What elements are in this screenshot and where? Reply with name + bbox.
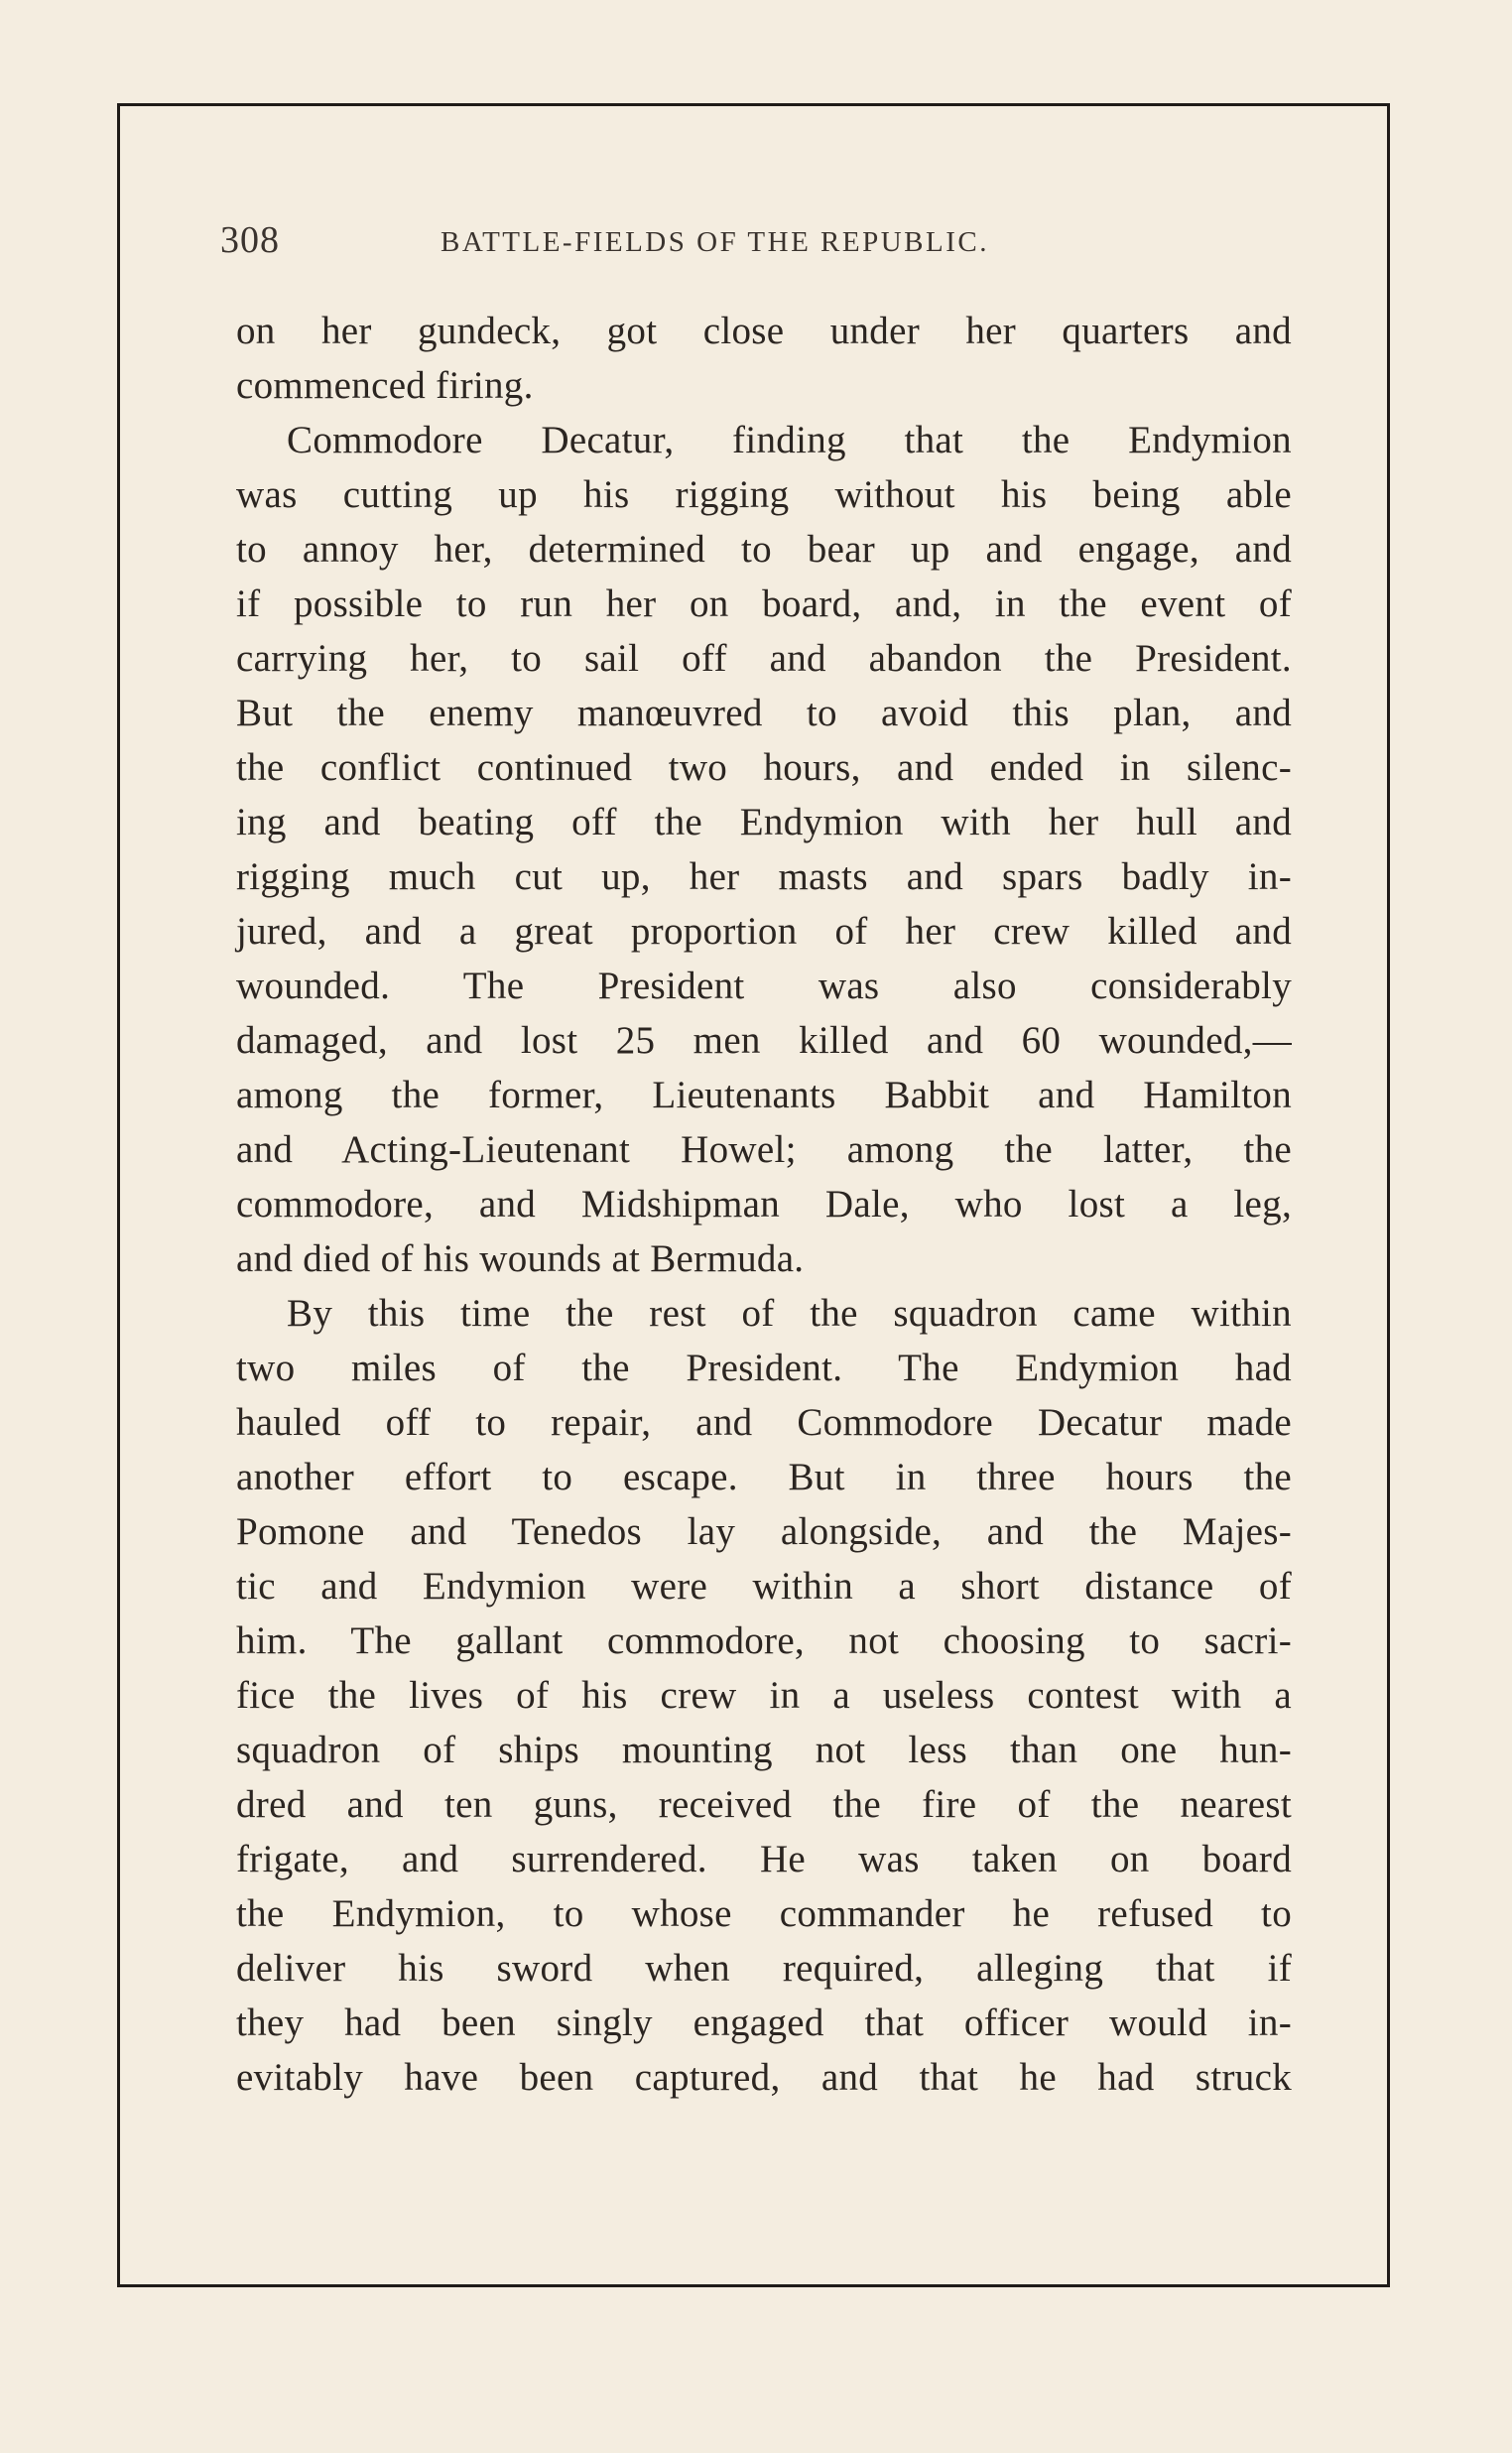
- text-line: deliver his sword when required, alleging that if: [236, 1947, 1292, 1990]
- text-line: But the enemy manœuvred to avoid this plan, and: [236, 692, 1292, 734]
- text-line: if possible to run her on board, and, in the event of: [236, 582, 1292, 625]
- text-line: damaged, and lost 25 men killed and 60 wounded,—: [236, 1019, 1292, 1062]
- page-number: 308: [220, 219, 280, 261]
- page-border-right: [1387, 103, 1390, 2287]
- text-line: they had been singly engaged that officer would in-: [236, 2001, 1292, 2044]
- text-line: By this time the rest of the squadron came within: [287, 1292, 1292, 1335]
- page-border-left: [117, 103, 120, 2287]
- text-line: rigging much cut up, her masts and spars badly in-: [236, 855, 1292, 898]
- text-line: on her gundeck, got close under her quarters and: [236, 310, 1292, 352]
- text-line: him. The gallant commodore, not choosing to sacri-: [236, 1619, 1292, 1662]
- text-line: the conflict continued two hours, and ended in silenc-: [236, 746, 1292, 789]
- text-line: dred and ten guns, received the fire of the nearest: [236, 1783, 1292, 1826]
- text-line: fice the lives of his crew in a useless contest with a: [236, 1674, 1292, 1717]
- text-line: two miles of the President. The Endymion had: [236, 1347, 1292, 1389]
- text-line: to annoy her, determined to bear up and engage, and: [236, 528, 1292, 571]
- text-line: squadron of ships mounting not less than one hun-: [236, 1729, 1292, 1771]
- running-head: BATTLE-FIELDS OF THE REPUBLIC.: [441, 226, 989, 258]
- text-line: wounded. The President was also considerably: [236, 965, 1292, 1007]
- page-header: [220, 218, 1302, 278]
- text-line: ing and beating off the Endymion with her hull and: [236, 801, 1292, 843]
- text-line: frigate, and surrendered. He was taken on board: [236, 1838, 1292, 1880]
- text-body: [236, 304, 1292, 2105]
- text-line: commenced firing.: [236, 364, 534, 407]
- page-border-bottom: [117, 2284, 1390, 2287]
- text-line: Commodore Decatur, finding that the Endymion: [287, 419, 1292, 461]
- text-line: another effort to escape. But in three hours the: [236, 1456, 1292, 1498]
- text-line: tic and Endymion were within a short distance of: [236, 1565, 1292, 1608]
- text-line: Pomone and Tenedos lay alongside, and the Majes-: [236, 1510, 1292, 1553]
- text-line: carrying her, to sail off and abandon the President.: [236, 637, 1292, 680]
- text-line: commodore, and Midshipman Dale, who lost a leg,: [236, 1183, 1292, 1226]
- text-line: evitably have been captured, and that he had struck: [236, 2056, 1292, 2099]
- text-line: and Acting-Lieutenant Howel; among the latter, the: [236, 1128, 1292, 1171]
- text-line: jured, and a great proportion of her crew killed and: [236, 910, 1292, 953]
- page-border-top: [117, 103, 1387, 106]
- text-line: hauled off to repair, and Commodore Decatur made: [236, 1401, 1292, 1444]
- text-line: among the former, Lieutenants Babbit and Hamilton: [236, 1074, 1292, 1116]
- text-line: and died of his wounds at Bermuda.: [236, 1237, 805, 1280]
- text-line: the Endymion, to whose commander he refused to: [236, 1892, 1292, 1935]
- text-line: was cutting up his rigging without his being able: [236, 473, 1292, 516]
